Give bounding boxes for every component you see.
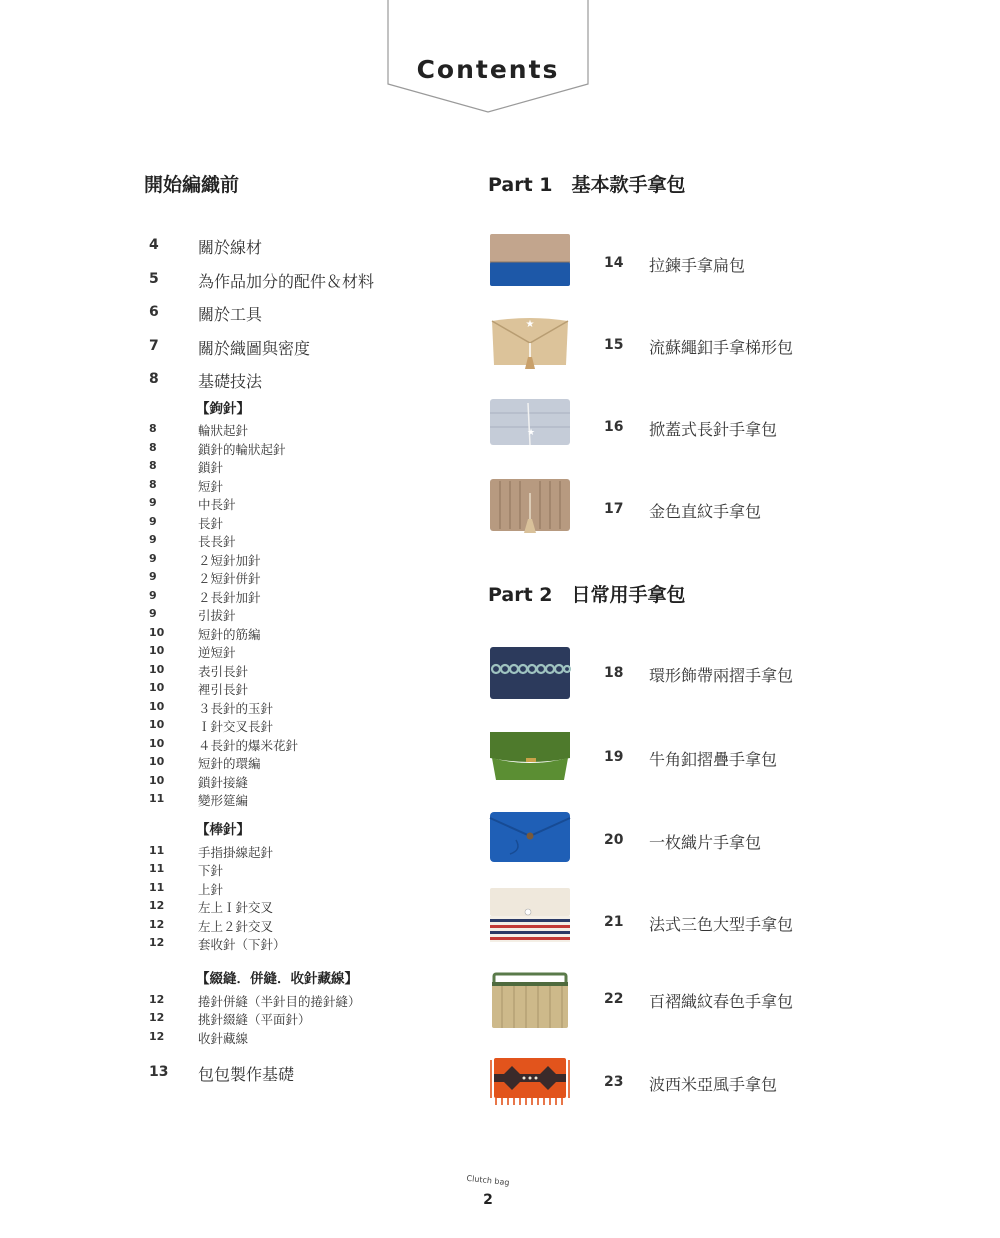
page-title: Contents	[416, 55, 560, 84]
knit-subheading: 【棒針】	[196, 822, 250, 838]
part1-heading: Part 1 基本款手拿包	[488, 174, 686, 196]
project-row-16[interactable]: ★ 16 掀蓋式長針手拿包	[488, 395, 968, 455]
clutch-boho-fringe-icon	[488, 1054, 572, 1106]
clutch-navy-ring-icon	[488, 645, 572, 701]
project-row-20[interactable]: 20 一枚織片手拿包	[488, 810, 968, 870]
project-row-14[interactable]: 14 拉鍊手拿扁包	[488, 232, 968, 292]
clutch-green-fold-icon	[488, 728, 572, 784]
project-row-18[interactable]: 18 環形飾帶兩摺手拿包	[488, 645, 968, 705]
seam-subheading: 【綴縫．併縫．收針藏線】	[196, 971, 358, 987]
clutch-beige-blue-icon	[488, 232, 572, 288]
page-number: 2	[483, 1192, 493, 1208]
left-section-heading: 開始編織前	[144, 174, 240, 196]
clutch-gold-stripe-icon	[488, 477, 572, 533]
project-row-19[interactable]: 19 牛角釦摺疊手拿包	[488, 728, 968, 788]
clutch-pleat-spring-icon	[488, 970, 572, 1030]
part2-heading: Part 2 日常用手拿包	[488, 584, 686, 606]
project-row-22[interactable]: 22 百褶織紋春色手拿包	[488, 970, 968, 1030]
svg-text:★: ★	[526, 428, 536, 438]
clutch-straw-tassel-icon	[488, 313, 572, 369]
clutch-tricolor-stripe-icon	[488, 886, 572, 942]
contents-tab	[387, 0, 589, 114]
project-row-23[interactable]: 23 波西米亞風手拿包	[488, 1054, 968, 1114]
project-row-15[interactable]: ★ 15 流蘇繩釦手拿梯形包	[488, 313, 968, 373]
clutch-blue-button-icon	[488, 810, 572, 866]
crochet-subheading: 【鉤針】	[196, 401, 250, 417]
svg-text:★: ★	[525, 319, 535, 330]
footer-brand: Clutch bag	[466, 1173, 510, 1188]
project-row-21[interactable]: 21 法式三色大型手拿包	[488, 886, 968, 946]
project-row-17[interactable]: 17 金色直紋手拿包	[488, 477, 968, 537]
clutch-gray-flap-icon	[488, 395, 572, 451]
